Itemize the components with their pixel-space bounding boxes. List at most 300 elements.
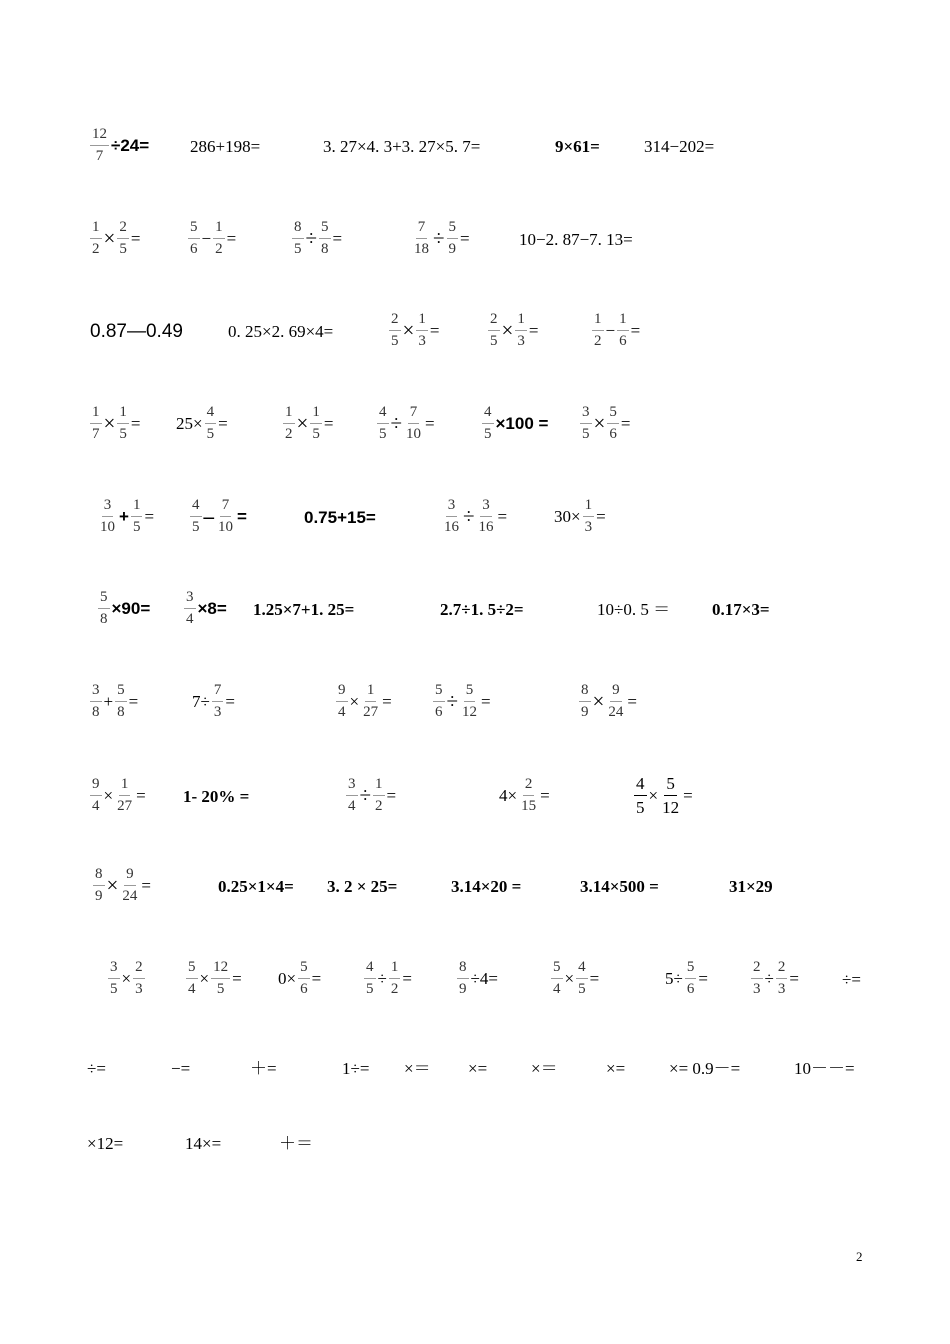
math-expression	[91, 867, 151, 905]
fraction	[457, 960, 469, 998]
fraction	[579, 683, 591, 721]
expression-text: =	[589, 969, 600, 989]
expression-text: 10−2. 87−7. 13=	[519, 229, 633, 249]
math-expression	[190, 138, 260, 155]
fraction-numerator: 5	[115, 683, 127, 702]
fraction-denominator: 8	[100, 610, 108, 627]
fraction	[460, 683, 479, 721]
expression-text: +	[103, 692, 114, 712]
fraction-denominator: 5	[110, 980, 118, 997]
math-expression	[404, 1060, 431, 1077]
fraction-numerator: 1	[365, 683, 377, 702]
expression-text: 286+198=	[190, 136, 261, 156]
expression-text: ×	[564, 969, 575, 989]
fraction-numerator: 1	[90, 220, 102, 239]
math-expression	[729, 878, 773, 895]
expression-text: 1÷=	[342, 1058, 370, 1078]
math-expression	[88, 683, 138, 721]
fraction-numerator: 4	[482, 405, 494, 424]
expression-text: =	[382, 692, 392, 712]
fraction-denominator: 5	[192, 518, 200, 535]
fraction-numerator: 4	[634, 775, 647, 796]
fraction-numerator: 1	[592, 312, 604, 331]
expression-text: ×	[199, 969, 210, 989]
math-expression	[554, 498, 606, 536]
fraction-numerator: 3	[184, 590, 196, 609]
expression-text: ×	[402, 318, 415, 343]
fraction-numerator: 4	[576, 960, 588, 979]
math-expression	[87, 1135, 123, 1152]
fraction-denominator: 5	[366, 980, 374, 997]
fraction-denominator: 2	[390, 980, 399, 997]
expression-text: =	[683, 786, 693, 806]
math-expression	[669, 1060, 740, 1077]
expression-text: ＋=	[250, 1058, 277, 1078]
expression-text: ×	[296, 411, 309, 436]
expression-text: 25×	[176, 414, 203, 434]
math-expression	[410, 220, 470, 258]
expression-text: 9×61=	[555, 136, 600, 156]
math-expression	[606, 1060, 625, 1077]
math-expression	[531, 1060, 558, 1077]
expression-text: =	[144, 507, 155, 527]
expression-text: 5÷	[665, 969, 683, 989]
expression-text: =	[425, 414, 435, 434]
math-expression	[794, 1060, 855, 1077]
fraction-denominator: 6	[435, 703, 443, 720]
expression-text: ÷=	[842, 969, 861, 989]
fraction-numerator: 8	[579, 683, 591, 702]
fraction-denominator: 7	[92, 425, 100, 442]
expression-text: 3.14×500 =	[580, 876, 659, 896]
fraction-numerator: 5	[186, 960, 198, 979]
math-expression	[183, 788, 249, 805]
expression-text: ÷	[446, 689, 459, 714]
math-expression	[184, 960, 242, 998]
expression-text: =	[460, 229, 470, 249]
fraction	[319, 220, 331, 258]
fraction-denominator: 18	[414, 240, 429, 257]
fraction	[606, 683, 625, 721]
math-expression	[440, 498, 507, 536]
fraction-numerator: 1	[117, 405, 129, 424]
math-expression	[451, 878, 521, 895]
fraction	[131, 498, 143, 536]
fraction	[433, 683, 445, 721]
fraction-numerator: 9	[610, 683, 622, 702]
expression-text: =	[332, 229, 343, 249]
math-expression	[327, 878, 397, 895]
expression-text: =	[627, 692, 637, 712]
fraction	[186, 960, 198, 998]
fraction	[310, 405, 322, 443]
fraction-denominator: 2	[375, 797, 383, 814]
fraction-numerator: 8	[292, 220, 304, 239]
fraction-numerator: 1	[131, 498, 143, 517]
fraction-denominator: 2	[215, 240, 223, 257]
fraction	[90, 405, 102, 443]
fraction	[90, 127, 109, 165]
expression-text: ×	[121, 969, 132, 989]
fraction-numerator: 12	[211, 960, 230, 979]
fraction-numerator: 8	[93, 867, 105, 886]
fraction	[98, 590, 110, 628]
fraction	[442, 498, 461, 536]
expression-text: ÷	[463, 504, 475, 529]
expression-text: =	[789, 969, 799, 989]
fraction-denominator: 9	[459, 980, 467, 997]
fraction-numerator: 3	[446, 498, 458, 517]
fraction-denominator: 4	[188, 980, 196, 997]
fraction	[133, 960, 145, 998]
expression-text: 1.25×7+1. 25=	[253, 599, 355, 619]
math-expression	[455, 960, 498, 998]
expression-text: 0.75+15=	[304, 507, 376, 527]
expression-text: 3. 27×4. 3+3. 27×5. 7=	[323, 136, 481, 156]
math-expression	[486, 312, 538, 350]
fraction-denominator: 2	[285, 425, 293, 442]
expression-text: =	[386, 786, 397, 806]
expression-text: =	[497, 507, 508, 527]
fraction	[515, 312, 527, 350]
expression-text: ÷24=	[111, 136, 150, 156]
fraction	[389, 960, 401, 998]
math-expression	[106, 960, 147, 998]
expression-text: =	[620, 414, 631, 434]
fraction-denominator: 4	[186, 610, 194, 627]
expression-text: ×	[103, 786, 114, 806]
fraction-numerator: 7	[416, 220, 428, 239]
fraction-denominator: 4	[553, 980, 561, 997]
math-expression	[597, 601, 670, 618]
fraction-denominator: 8	[92, 703, 100, 720]
fraction	[212, 683, 224, 721]
math-expression	[87, 1060, 106, 1077]
fraction-numerator: 1	[617, 312, 629, 331]
fraction	[108, 960, 120, 998]
expression-text: ＋＝	[279, 1133, 313, 1153]
fraction	[90, 777, 102, 815]
math-expression	[185, 1135, 221, 1152]
fraction-denominator: 3	[777, 980, 786, 997]
fraction-numerator: 5	[551, 960, 563, 979]
expression-text: =	[128, 692, 139, 712]
fraction	[416, 312, 428, 350]
expression-text: =	[130, 414, 141, 434]
expression-text: =	[218, 414, 228, 434]
fraction-numerator: 3	[480, 498, 492, 517]
expression-text: 0.25×1×4=	[218, 876, 294, 896]
fraction-numerator: 9	[90, 777, 102, 796]
math-expression	[712, 601, 770, 618]
math-expression	[281, 405, 333, 443]
math-expression	[96, 498, 154, 536]
fraction	[90, 683, 102, 721]
fraction-numerator: 3	[90, 683, 102, 702]
expression-text: =	[232, 969, 242, 989]
expression-text: ÷	[305, 226, 318, 251]
fraction-denominator: 15	[521, 797, 537, 814]
math-expression	[362, 960, 412, 998]
expression-text: ×	[349, 692, 360, 712]
fraction	[190, 498, 202, 536]
fraction	[617, 312, 629, 350]
expression-text: ×	[648, 786, 659, 806]
fraction-numerator: 1	[416, 312, 428, 331]
fraction	[519, 777, 538, 815]
page-number: 2	[856, 1249, 863, 1264]
fraction-numerator: 3	[580, 405, 592, 424]
fraction-denominator: 10	[406, 425, 422, 442]
math-expression	[304, 509, 376, 526]
fraction-denominator: 7	[95, 147, 104, 164]
fraction	[660, 775, 681, 817]
fraction	[205, 405, 217, 443]
math-expression	[88, 777, 146, 815]
expression-text: ×	[592, 689, 605, 714]
fraction-denominator: 4	[92, 797, 100, 814]
fraction	[751, 960, 763, 998]
fraction	[583, 498, 595, 536]
math-expression	[253, 601, 354, 618]
fraction-numerator: 5	[664, 775, 677, 796]
fraction-numerator: 5	[298, 960, 310, 979]
fraction-numerator: 3	[108, 960, 120, 979]
fraction-denominator: 5	[379, 425, 387, 442]
fraction-denominator: 4	[338, 703, 346, 720]
fraction-numerator: 2	[133, 960, 145, 979]
fraction-denominator: 5	[636, 797, 645, 817]
fraction-denominator: 2	[92, 240, 100, 257]
expression-text: ×= 0.9－=	[669, 1058, 741, 1078]
expression-text: +	[119, 507, 129, 527]
expression-text: 0×	[278, 969, 297, 989]
expression-text: =	[141, 876, 151, 896]
fraction-numerator: 5	[319, 220, 331, 239]
fraction-numerator: 5	[685, 960, 697, 979]
fraction-numerator: 7	[408, 405, 420, 424]
fraction-denominator: 9	[448, 240, 457, 257]
expression-text: 7÷	[192, 692, 210, 712]
fraction	[576, 960, 588, 998]
expression-text: =	[596, 507, 606, 527]
fraction	[482, 405, 494, 443]
fraction-denominator: 3	[418, 332, 426, 349]
math-expression	[842, 971, 861, 988]
fraction-denominator: 12	[662, 797, 680, 817]
fraction-numerator: 2	[389, 312, 401, 331]
fraction	[292, 220, 304, 258]
fraction-denominator: 5	[119, 425, 127, 442]
fraction-numerator: 5	[433, 683, 445, 702]
fraction	[776, 960, 788, 998]
fraction-numerator: 4	[190, 498, 202, 517]
fraction-denominator: 12	[462, 703, 478, 720]
expression-text: =	[402, 969, 412, 989]
fraction	[213, 220, 225, 258]
expression-text: ÷	[764, 969, 774, 989]
expression-text: 0.17×3=	[712, 599, 770, 619]
math-expression	[182, 590, 227, 628]
math-expression	[88, 405, 140, 443]
expression-text: ÷	[359, 783, 372, 808]
expression-text: =	[136, 786, 146, 806]
expression-text: ×	[106, 873, 119, 898]
fraction	[115, 683, 127, 721]
fraction-denominator: 5	[484, 425, 492, 442]
expression-text: ×	[103, 226, 116, 251]
math-expression	[644, 138, 714, 155]
expression-text: ÷	[390, 411, 403, 436]
fraction	[211, 960, 230, 998]
fraction-numerator: 5	[98, 590, 110, 609]
fraction	[298, 960, 310, 998]
fraction-numerator: 2	[751, 960, 763, 979]
math-expression	[580, 878, 659, 895]
math-expression	[578, 405, 630, 443]
math-expression	[499, 777, 550, 815]
fraction	[98, 498, 117, 536]
expression-text: ×＝	[404, 1058, 431, 1078]
math-expression	[90, 322, 183, 341]
fraction-denominator: 27	[363, 703, 379, 720]
fraction-numerator: 9	[336, 683, 348, 702]
math-expression	[749, 960, 799, 998]
expression-text: =	[630, 321, 641, 341]
fraction-denominator: 3	[584, 518, 593, 535]
fraction-numerator: 1	[90, 405, 102, 424]
math-expression	[519, 231, 633, 248]
expression-text: =	[130, 229, 141, 249]
fraction-numerator: 4	[377, 405, 389, 424]
expression-text: =	[323, 414, 334, 434]
fraction	[488, 312, 500, 350]
math-expression	[480, 405, 548, 443]
math-expression	[88, 220, 140, 258]
expression-text: ×＝	[531, 1058, 558, 1078]
fraction	[607, 405, 619, 443]
math-expression	[375, 405, 435, 443]
expression-text: 314−202=	[644, 136, 715, 156]
expression-text: ×90=	[111, 599, 151, 619]
math-expression	[387, 312, 439, 350]
fraction	[377, 405, 389, 443]
expression-text: 0. 25×2. 69×4=	[228, 321, 334, 341]
fraction	[580, 405, 592, 443]
fraction-denominator: 5	[216, 980, 225, 997]
math-expression	[290, 220, 342, 258]
math-expression	[88, 127, 149, 165]
fraction-numerator: 5	[464, 683, 476, 702]
expression-text: =	[698, 969, 708, 989]
fraction-numerator: 1	[373, 777, 385, 796]
expression-text: ×	[593, 411, 606, 436]
math-expression	[632, 775, 693, 817]
fraction-numerator: 1	[283, 405, 295, 424]
math-expression	[431, 683, 491, 721]
fraction-denominator: 10	[100, 518, 115, 535]
math-expression	[344, 777, 396, 815]
expression-text: =	[226, 229, 237, 249]
fraction-denominator: 5	[132, 518, 141, 535]
fraction-denominator: 3	[753, 980, 761, 997]
fraction-denominator: 8	[117, 703, 125, 720]
expression-text: =	[237, 507, 247, 527]
fraction-denominator: 3	[135, 980, 143, 997]
expression-text: 1- 20% =	[183, 786, 250, 806]
fraction-numerator: 1	[310, 405, 322, 424]
fraction-numerator: 2	[117, 220, 129, 239]
fraction	[346, 777, 358, 815]
expression-text: ×=	[606, 1058, 626, 1078]
expression-text: ÷=	[87, 1058, 106, 1078]
expression-text: =	[540, 786, 550, 806]
fraction	[336, 683, 348, 721]
fraction-numerator: 7	[212, 683, 224, 702]
fraction	[364, 960, 376, 998]
fraction-denominator: 6	[609, 425, 617, 442]
fraction	[634, 775, 647, 817]
math-expression	[192, 683, 235, 721]
fraction-numerator: 2	[523, 777, 535, 796]
fraction-denominator: 6	[300, 980, 308, 997]
math-expression	[96, 590, 150, 628]
fraction-denominator: 6	[619, 332, 627, 349]
math-expression	[186, 220, 236, 258]
expression-text: =	[528, 321, 539, 341]
expression-text: ×	[103, 411, 116, 436]
math-expression	[188, 498, 247, 536]
fraction-denominator: 3	[517, 332, 525, 349]
fraction-numerator: 8	[457, 960, 469, 979]
fraction-denominator: 10	[218, 518, 233, 535]
math-expression	[278, 960, 321, 998]
fraction-numerator: 5	[447, 220, 459, 239]
fraction	[90, 220, 102, 258]
math-expression	[468, 1060, 487, 1077]
fraction-denominator: 6	[190, 240, 198, 257]
math-expression	[176, 405, 228, 443]
fraction	[551, 960, 563, 998]
fraction-numerator: 3	[346, 777, 358, 796]
fraction-numerator: 1	[515, 312, 527, 331]
fraction	[361, 683, 380, 721]
fraction	[117, 220, 129, 258]
fraction-denominator: 8	[321, 240, 329, 257]
fraction-numerator: 7	[220, 498, 232, 517]
fraction	[93, 867, 105, 905]
expression-text: 4×	[499, 786, 518, 806]
fraction	[216, 498, 235, 536]
fraction-denominator: 5	[206, 425, 215, 442]
fraction-denominator: 9	[581, 703, 589, 720]
fraction-numerator: 4	[364, 960, 376, 979]
expression-text: 10÷0. 5 ＝	[597, 599, 671, 619]
fraction-denominator: 5	[490, 332, 498, 349]
expression-text: −	[201, 229, 212, 249]
math-expression	[555, 138, 600, 155]
expression-text: ×100 =	[495, 414, 549, 434]
expression-text: ×=	[468, 1058, 488, 1078]
fraction-denominator: 2	[594, 332, 602, 349]
fraction-denominator: 4	[348, 797, 356, 814]
fraction-denominator: 5	[119, 240, 127, 257]
fraction	[685, 960, 697, 998]
fraction	[412, 220, 431, 258]
fraction-numerator: 1	[213, 220, 225, 239]
expression-text: 2.7÷1. 5÷2=	[440, 599, 524, 619]
fraction-denominator: 3	[213, 703, 222, 720]
